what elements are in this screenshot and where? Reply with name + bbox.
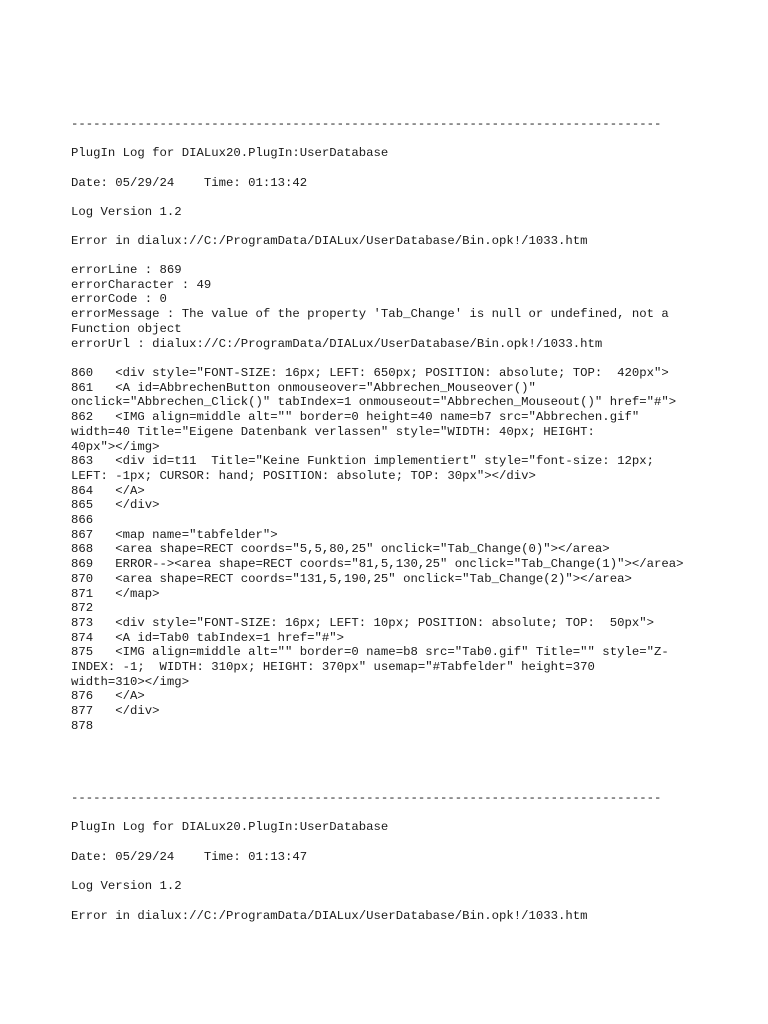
- log2-version: Log Version 1.2: [71, 879, 182, 893]
- log2-error-location: Error in dialux://C:/ProgramData/DIALux/UserDatabase/Bin.opk!/1033.htm: [71, 909, 588, 923]
- log1-error-location: Error in dialux://C:/ProgramData/DIALux/UserDatabase/Bin.opk!/1033.htm: [71, 234, 588, 248]
- log1-title: PlugIn Log for DIALux20.PlugIn:UserDatabase: [71, 146, 389, 160]
- log1-separator: --------------------------------------------------------------------------------: [71, 117, 662, 131]
- log1-error-details: errorLine : 869 errorCharacter : 49 errorCode : 0 errorMessage : The value of the property 'Tab_Change' is null or undefined, not a Function object errorUrl : dialux://C:/ProgramData/DIALux/UserDatabase/Bin.opk!/1033.htm: [71, 263, 669, 351]
- log1-datetime: Date: 05/29/24 Time: 01:13:42: [71, 176, 308, 190]
- log2-title: PlugIn Log for DIALux20.PlugIn:UserDatabase: [71, 820, 389, 834]
- log1-version: Log Version 1.2: [71, 205, 182, 219]
- log2-datetime: Date: 05/29/24 Time: 01:13:47: [71, 850, 308, 864]
- log2-separator: --------------------------------------------------------------------------------: [71, 791, 662, 805]
- log1-source-excerpt: 860 <div style="FONT-SIZE: 16px; LEFT: 650px; POSITION: absolute; TOP: 420px"> 861 <A id=AbbrechenButton onmouseover="Abbrechen_Mouseover()" onclick="Abbrechen_Click()" tabIndex=1 onmouseout="Abbrechen_Mouseout()" href="#"> 862 <IMG align=middle alt="" border=0 height=40 name=b7 src="Abbrechen.gif" width=40 Title="Eigene Datenbank verlassen" style="WIDTH: 40px; HEIGHT: 40px"></img> 863 <div id=t11 Title="Keine Funktion implementiert" style="font-size: 12px; LEFT: -1px; CURSOR: hand; POSITION: absolute; TOP: 30px"></div> 864 </A> 865 </div> 866 867 <map name="tabfelder"> 868 <area shape=RECT coords="5,5,80,25" onclick="Tab_Change(0)"></area> 869 ERROR--><area shape=RECT coords="81,5,130,25" onclick="Tab_Change(1)"></area> 870 <area shape=RECT coords="131,5,190,25" onclick="Tab_Change(2)"></area> 871 </map> 872 873 <div style="FONT-SIZE: 16px; LEFT: 10px; POSITION: absolute; TOP: 50px"> 874 <A id=Tab0 tabIndex=1 href="#"> 875 <IMG align=middle alt="" border=0 name=b8 src="Tab0.gif" Title="" style="Z- INDEX: -1; WIDTH: 310px; HEIGHT: 370px" usemap="#Tabfelder" height=370 width=310></img> 876 </A> 877 </div> 878: [71, 366, 684, 733]
